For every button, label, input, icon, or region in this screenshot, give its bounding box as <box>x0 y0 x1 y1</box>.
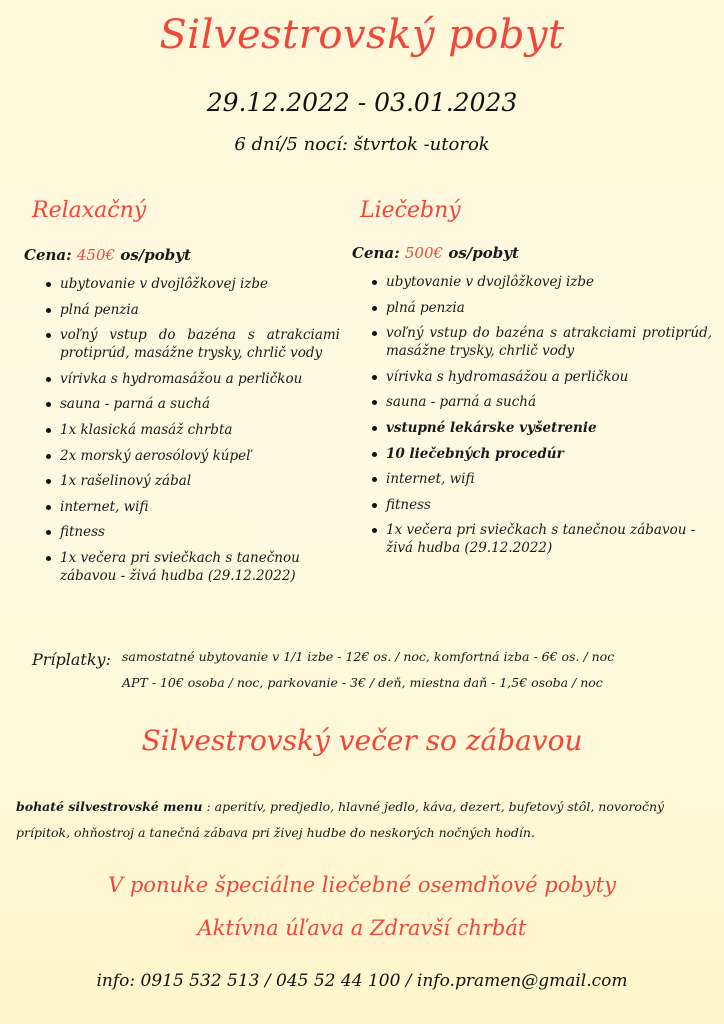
offer-line-2: Aktívna úľava a Zdravší chrbát <box>197 916 527 940</box>
evening-title: Silvestrovský večer so zábavou <box>141 724 583 757</box>
list-item: ubytovanie v dvojlôžkovej izbe <box>46 275 340 293</box>
contact-info: info: 0915 532 513 / 045 52 44 100 / info.pramen@gmail.com <box>96 971 628 991</box>
stay-duration: 6 dní/5 nocí: štvrtok -utorok <box>234 134 490 155</box>
list-item: voľný vstup do bazéna s atrakciami protiprúd, masážne trysky, chrlič vody <box>372 324 712 360</box>
list-item: plná penzia <box>46 301 340 319</box>
package-features-healing <box>356 273 712 565</box>
package-title-healing: Liečebný <box>360 198 461 223</box>
list-item: internet, wifi <box>46 498 340 516</box>
list-item: 1x večera pri sviečkach s tanečnou zábavou - živá hudba (29.12.2022) <box>372 521 712 557</box>
price-amount: 500€ <box>404 244 444 262</box>
list-item: 1x klasická masáž chrbta <box>46 421 340 439</box>
price-unit: os/pobyt <box>448 244 519 262</box>
list-item: fitness <box>46 523 340 541</box>
list-item: 1x rašelinový zábal <box>46 472 340 490</box>
surcharges-line-2: APT - 10€ osoba / noc, parkovanie - 3€ / deň, miestna daň - 1,5€ osoba / noc <box>122 675 603 690</box>
list-item: sauna - parná a suchá <box>372 393 712 411</box>
offer-line-1: V ponuke špeciálne liečebné osemdňové pobyty <box>108 873 616 897</box>
list-item: internet, wifi <box>372 470 712 488</box>
list-item: ubytovanie v dvojlôžkovej izbe <box>372 273 712 291</box>
menu-description: : aperitív, predjedlo, hlavné jedlo, káva, dezert, bufetový stôl, novoročný prípitok, ohňostroj a tanečná zábava pri živej hudbe do neskorých nočných hodín. <box>16 799 665 840</box>
list-item: vírivka s hydromasážou a perličkou <box>372 368 712 386</box>
package-price-healing <box>352 244 519 262</box>
page-title: Silvestrovský pobyt <box>159 12 565 58</box>
package-title-relax: Relaxačný <box>32 198 147 223</box>
list-item: 2x morský aerosólový kúpeľ <box>46 447 340 465</box>
list-item: fitness <box>372 496 712 514</box>
price-unit: os/pobyt <box>120 246 191 264</box>
list-item: 1x večera pri sviečkach s tanečnou zábavou - živá hudba (29.12.2022) <box>46 549 340 585</box>
stay-dates: 29.12.2022 - 03.01.2023 <box>206 88 518 117</box>
price-label: Cena: <box>352 244 400 262</box>
package-features-relax <box>30 275 340 593</box>
evening-menu-text <box>16 794 710 846</box>
list-item: voľný vstup do bazéna s atrakciami protiprúd, masážne trysky, chrlič vody <box>46 326 340 362</box>
list-item: vírivka s hydromasážou a perličkou <box>46 370 340 388</box>
surcharges-label: Príplatky: <box>32 650 111 669</box>
surcharges-line-1: samostatné ubytovanie v 1/1 izbe - 12€ os. / noc, komfortná izba - 6€ os. / noc <box>122 649 615 664</box>
list-item: plná penzia <box>372 299 712 317</box>
list-item: 10 liečebných procedúr <box>372 445 712 463</box>
package-price-relax <box>24 246 191 264</box>
menu-bold-label: bohaté silvestrovské menu <box>16 799 203 814</box>
list-item: sauna - parná a suchá <box>46 395 340 413</box>
price-label: Cena: <box>24 246 72 264</box>
price-amount: 450€ <box>76 246 116 264</box>
list-item: vstupné lekárske vyšetrenie <box>372 419 712 437</box>
